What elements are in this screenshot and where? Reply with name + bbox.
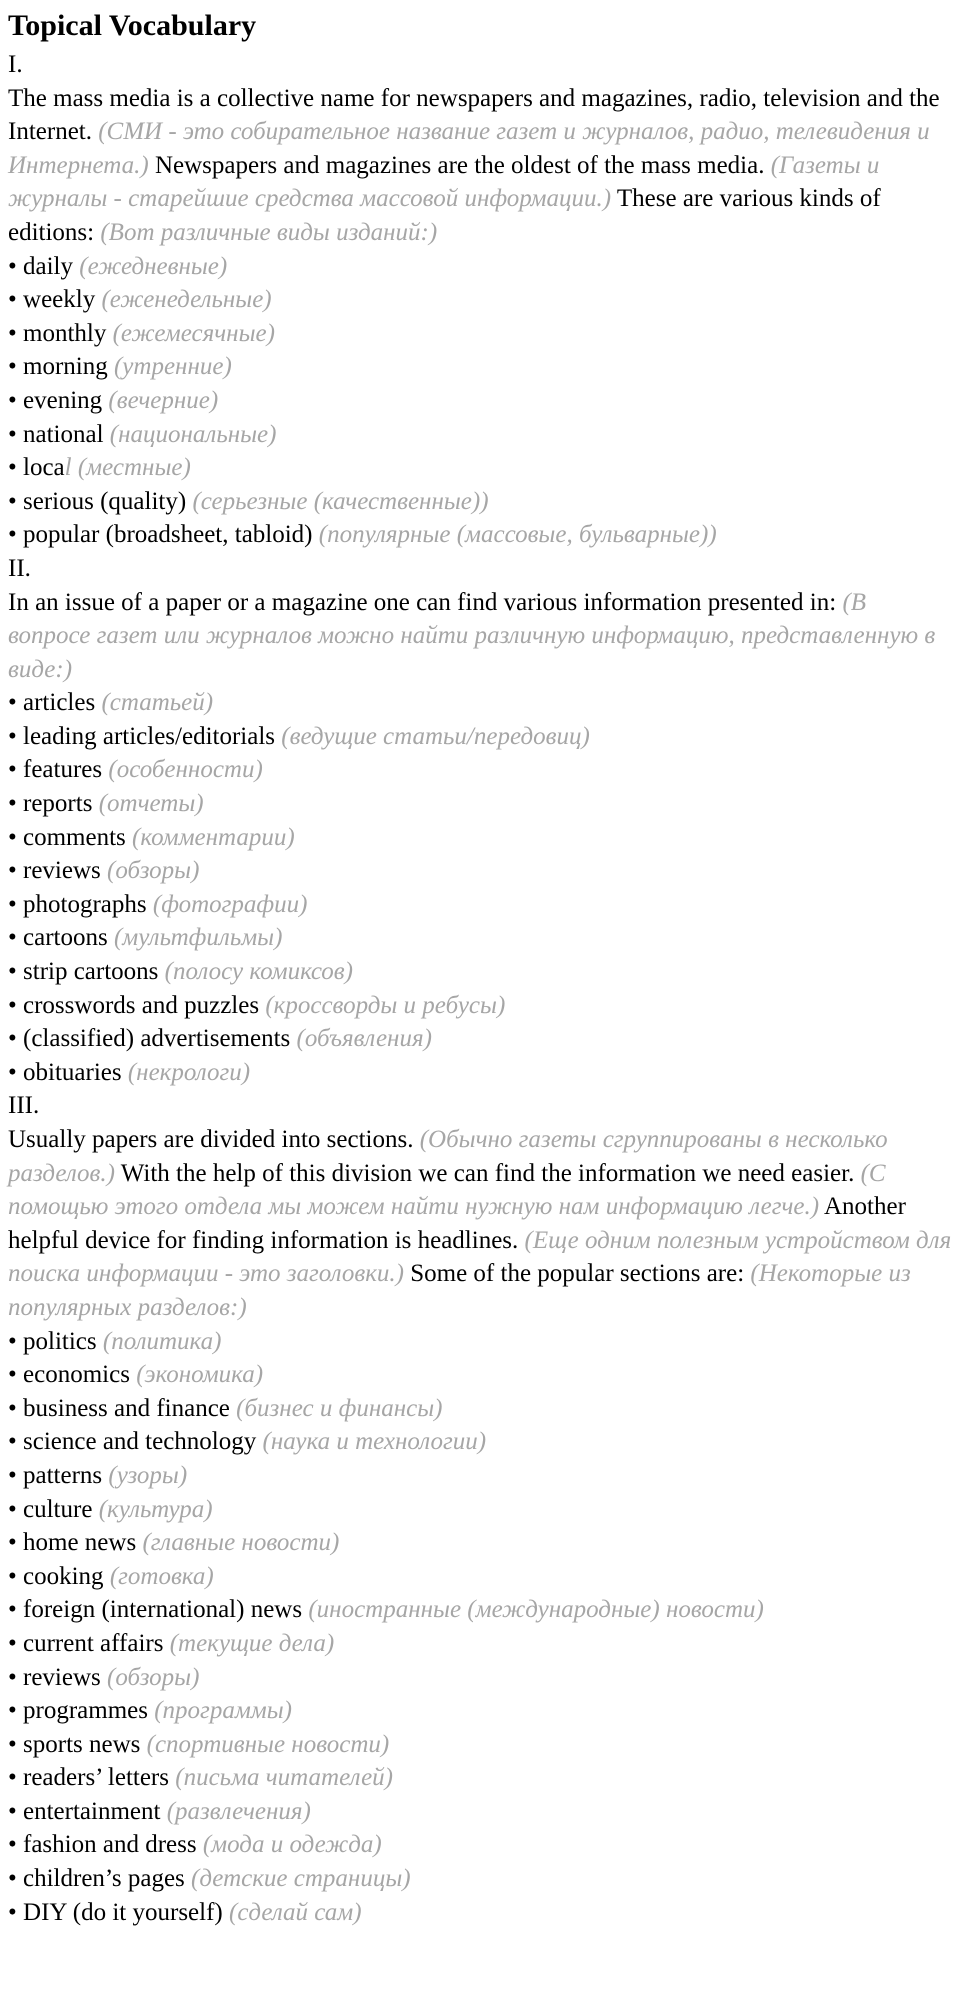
intro-english: In an issue of a paper or a magazine one can find various information presented in: <box>8 588 837 616</box>
item-english: cooking <box>23 1562 104 1590</box>
vocabulary-item: • science and technology (наука и технологии) <box>8 1428 487 1456</box>
item-translation: (спортивные новости) <box>146 1730 390 1758</box>
item-english: features <box>23 756 103 784</box>
item-translation: (комментарии) <box>132 823 295 851</box>
item-english: science and technology <box>23 1428 257 1456</box>
item-english: obituaries <box>23 1058 122 1086</box>
item-translation: (некрологи) <box>127 1058 251 1086</box>
item-english: loca <box>23 454 65 482</box>
section-intro <box>8 586 952 687</box>
item-english: programmes <box>23 1697 148 1725</box>
section-intro <box>8 1123 952 1325</box>
item-translation: (текущие дела) <box>169 1629 335 1657</box>
item-translation: (еженедельные) <box>101 286 272 314</box>
item-translation: l (местные) <box>64 454 191 482</box>
item-english: fashion and dress <box>23 1831 197 1859</box>
item-english: morning <box>23 353 108 381</box>
item-translation: (популярные (массовые, бульварные)) <box>318 521 717 549</box>
vocabulary-item: • morning (утренние) <box>8 353 232 381</box>
vocabulary-item: • popular (broadsheet, tabloid) (популярные (массовые, бульварные)) <box>8 521 717 549</box>
item-translation: (серьезные (качественные)) <box>192 487 489 515</box>
vocabulary-item: • economics (экономика) <box>8 1361 264 1389</box>
vocabulary-item: • foreign (international) news (иностранные (международные) новости) <box>8 1596 764 1624</box>
intro-translation: (Некоторые из популярных разделов:) <box>8 1260 911 1321</box>
page-title: Topical Vocabulary <box>8 9 257 42</box>
item-translation: (мультфильмы) <box>113 924 283 952</box>
vocabulary-item: • monthly (ежемесячные) <box>8 319 275 347</box>
item-english: cartoons <box>23 924 108 952</box>
intro-translation: (Обычно газеты сгруппированы в несколько разделов.) <box>8 1126 888 1187</box>
intro-english: With the help of this division we can find the information we need easier. <box>120 1159 855 1187</box>
intro-english: Usually papers are divided into sections. <box>8 1126 414 1153</box>
vocabulary-item: • articles (статьей) <box>8 689 214 717</box>
vocabulary-item: • evening (вечерние) <box>8 386 219 414</box>
item-translation: (ведущие статьи/передовиц) <box>281 722 590 750</box>
item-translation: (обзоры) <box>107 857 200 885</box>
vocabulary-item: • programmes (программы) <box>8 1697 292 1725</box>
vocabulary-item: • leading articles/editorials (ведущие статьи/передовиц) <box>8 722 590 750</box>
item-english: leading articles/editorials <box>23 722 276 750</box>
intro-translation: (С помощью этого отдела мы можем найти нужную нам информацию легче.) <box>8 1159 886 1221</box>
vocabulary-item: • sports news (спортивные новости) <box>8 1730 390 1758</box>
intro-english: The mass media is a collective name for newspapers and magazines, radio, television and the Internet. <box>8 84 940 146</box>
vocabulary-item: • daily (ежедневные) <box>8 252 228 280</box>
item-english: national <box>23 420 104 448</box>
item-english: children’s pages <box>23 1865 185 1893</box>
vocabulary-item: • obituaries (некрологи) <box>8 1058 251 1086</box>
vocabulary-item: • business and finance (бизнес и финансы) <box>8 1394 443 1422</box>
vocabulary-list <box>8 250 952 552</box>
item-translation: (сделай сам) <box>229 1898 362 1926</box>
intro-translation: (Вот различные виды изданий:) <box>100 218 438 246</box>
vocabulary-item: • (classified) advertisements (объявления) <box>8 1025 432 1053</box>
item-translation: (полосу комиксов) <box>164 958 353 986</box>
item-english: crosswords and puzzles <box>23 991 260 1019</box>
vocabulary-item: • home news (главные новости) <box>8 1529 340 1557</box>
item-english: home news <box>23 1529 137 1557</box>
section-1 <box>8 48 952 552</box>
item-english: current affairs <box>23 1629 164 1657</box>
item-english: politics <box>23 1327 97 1355</box>
item-translation: (политика) <box>102 1327 222 1355</box>
vocabulary-item: • current affairs (текущие дела) <box>8 1629 335 1657</box>
item-english: monthly <box>23 319 107 347</box>
item-english: entertainment <box>23 1797 161 1825</box>
item-translation: (ежедневные) <box>79 252 228 280</box>
vocabulary-item: • reviews (обзоры) <box>8 857 200 885</box>
item-english: economics <box>23 1361 130 1389</box>
section-3 <box>8 1089 952 1929</box>
item-translation: (объявления) <box>296 1025 432 1053</box>
section-2 <box>8 552 952 1090</box>
item-english: serious (quality) <box>23 487 187 515</box>
item-english: comments <box>23 823 126 851</box>
intro-english: Another helpful device for finding information is headlines. <box>8 1193 906 1254</box>
item-translation: (главные новости) <box>142 1529 340 1557</box>
item-english: strip cartoons <box>23 958 159 986</box>
intro-translation: (Газеты и журналы - старейшие средства массовой информации.) <box>8 151 880 213</box>
item-translation: (вечерние) <box>108 386 219 414</box>
vocabulary-item: • children’s pages (детские страницы) <box>8 1865 411 1893</box>
vocabulary-item: • serious (quality) (серьезные (качественные)) <box>8 487 489 515</box>
intro-english: Some of the popular sections are: <box>410 1260 745 1288</box>
vocabulary-item: • culture (культура) <box>8 1495 213 1523</box>
item-english: reviews <box>23 857 101 885</box>
item-english: DIY (do it yourself) <box>23 1898 223 1926</box>
item-translation: (детские страницы) <box>191 1865 411 1893</box>
vocabulary-item: • features (особенности) <box>8 756 263 784</box>
vocabulary-item: • comments (комментарии) <box>8 823 295 851</box>
vocabulary-item: • reports (отчеты) <box>8 790 204 818</box>
item-translation: (ежемесячные) <box>112 319 275 347</box>
vocabulary-item: • national (национальные) <box>8 420 277 448</box>
item-translation: (обзоры) <box>107 1663 200 1691</box>
vocabulary-item: • fashion and dress (мода и одежда) <box>8 1831 382 1859</box>
vocabulary-item: • patterns (узоры) <box>8 1461 188 1489</box>
item-translation: (утренние) <box>113 353 232 381</box>
vocabulary-item: • photographs (фотографии) <box>8 890 308 918</box>
item-english: patterns <box>23 1461 103 1489</box>
item-translation: (программы) <box>154 1697 292 1725</box>
item-english: photographs <box>23 890 147 918</box>
vocabulary-item: • readers’ letters (письма читателей) <box>8 1764 394 1792</box>
vocabulary-item: • cartoons (мультфильмы) <box>8 924 283 952</box>
item-translation: (узоры) <box>108 1461 188 1489</box>
item-translation: (готовка) <box>109 1562 214 1590</box>
item-translation: (кроссворды и ребусы) <box>265 991 506 1019</box>
item-english: evening <box>23 386 103 414</box>
item-english: culture <box>23 1495 93 1523</box>
item-english: readers’ letters <box>23 1764 169 1792</box>
item-translation: (экономика) <box>136 1361 264 1389</box>
vocabulary-item: • reviews (обзоры) <box>8 1663 200 1691</box>
section-numeral: I. <box>8 51 23 78</box>
item-english: popular (broadsheet, tabloid) <box>23 521 313 549</box>
vocabulary-item: • politics (политика) <box>8 1327 222 1355</box>
item-translation: (особенности) <box>108 756 263 784</box>
vocabulary-item: • DIY (do it yourself) (сделай сам) <box>8 1898 362 1926</box>
item-translation: (отчеты) <box>98 790 204 818</box>
intro-translation: (СМИ - это собирательное название газет и журналов, радио, телевидения и Интернета.) <box>8 118 930 179</box>
vocabulary-item: • strip cartoons (полосу комиксов) <box>8 958 353 986</box>
section-numeral: II. <box>8 554 31 582</box>
vocabulary-item: • local (местные) <box>8 454 191 482</box>
item-translation: (иностранные (международные) новости) <box>308 1596 764 1624</box>
item-translation: (культура) <box>98 1495 213 1523</box>
vocabulary-item: • entertainment (развлечения) <box>8 1797 311 1825</box>
item-english: reports <box>23 790 93 818</box>
vocabulary-item: • weekly (еженедельные) <box>8 286 272 314</box>
item-translation: (национальные) <box>109 420 277 448</box>
intro-translation: (Еще одним полезным устройством для поиска информации - это заголовки.) <box>8 1226 952 1288</box>
item-translation: (фотографии) <box>152 890 308 918</box>
vocabulary-item: • cooking (готовка) <box>8 1562 214 1590</box>
item-translation: (мода и одежда) <box>202 1831 382 1859</box>
intro-english: These are various kinds of editions: <box>8 185 881 246</box>
section-intro <box>8 82 952 250</box>
vocabulary-list <box>8 1325 952 1930</box>
item-translation: (бизнес и финансы) <box>236 1394 443 1422</box>
item-english: daily <box>23 252 74 280</box>
item-english: sports news <box>23 1730 141 1758</box>
intro-translation: (В вопросе газет или журналов можно найти различную информацию, представленную в виде:) <box>8 588 936 683</box>
item-english: articles <box>23 689 96 717</box>
vocabulary-item: • crosswords and puzzles (кроссворды и ребусы) <box>8 991 506 1019</box>
item-english: reviews <box>23 1663 101 1691</box>
section-numeral: III. <box>8 1092 40 1120</box>
item-translation: (статьей) <box>101 689 214 717</box>
item-english: foreign (international) news <box>23 1596 303 1624</box>
intro-english: Newspapers and magazines are the oldest of the mass media. <box>154 151 765 179</box>
item-english: weekly <box>23 286 96 314</box>
item-translation: (наука и технологии) <box>262 1428 487 1456</box>
item-english: business and finance <box>23 1394 230 1422</box>
item-translation: (развлечения) <box>166 1797 311 1825</box>
item-translation: (письма читателей) <box>175 1764 394 1792</box>
vocabulary-list <box>8 686 952 1089</box>
item-english: (classified) advertisements <box>23 1025 291 1053</box>
